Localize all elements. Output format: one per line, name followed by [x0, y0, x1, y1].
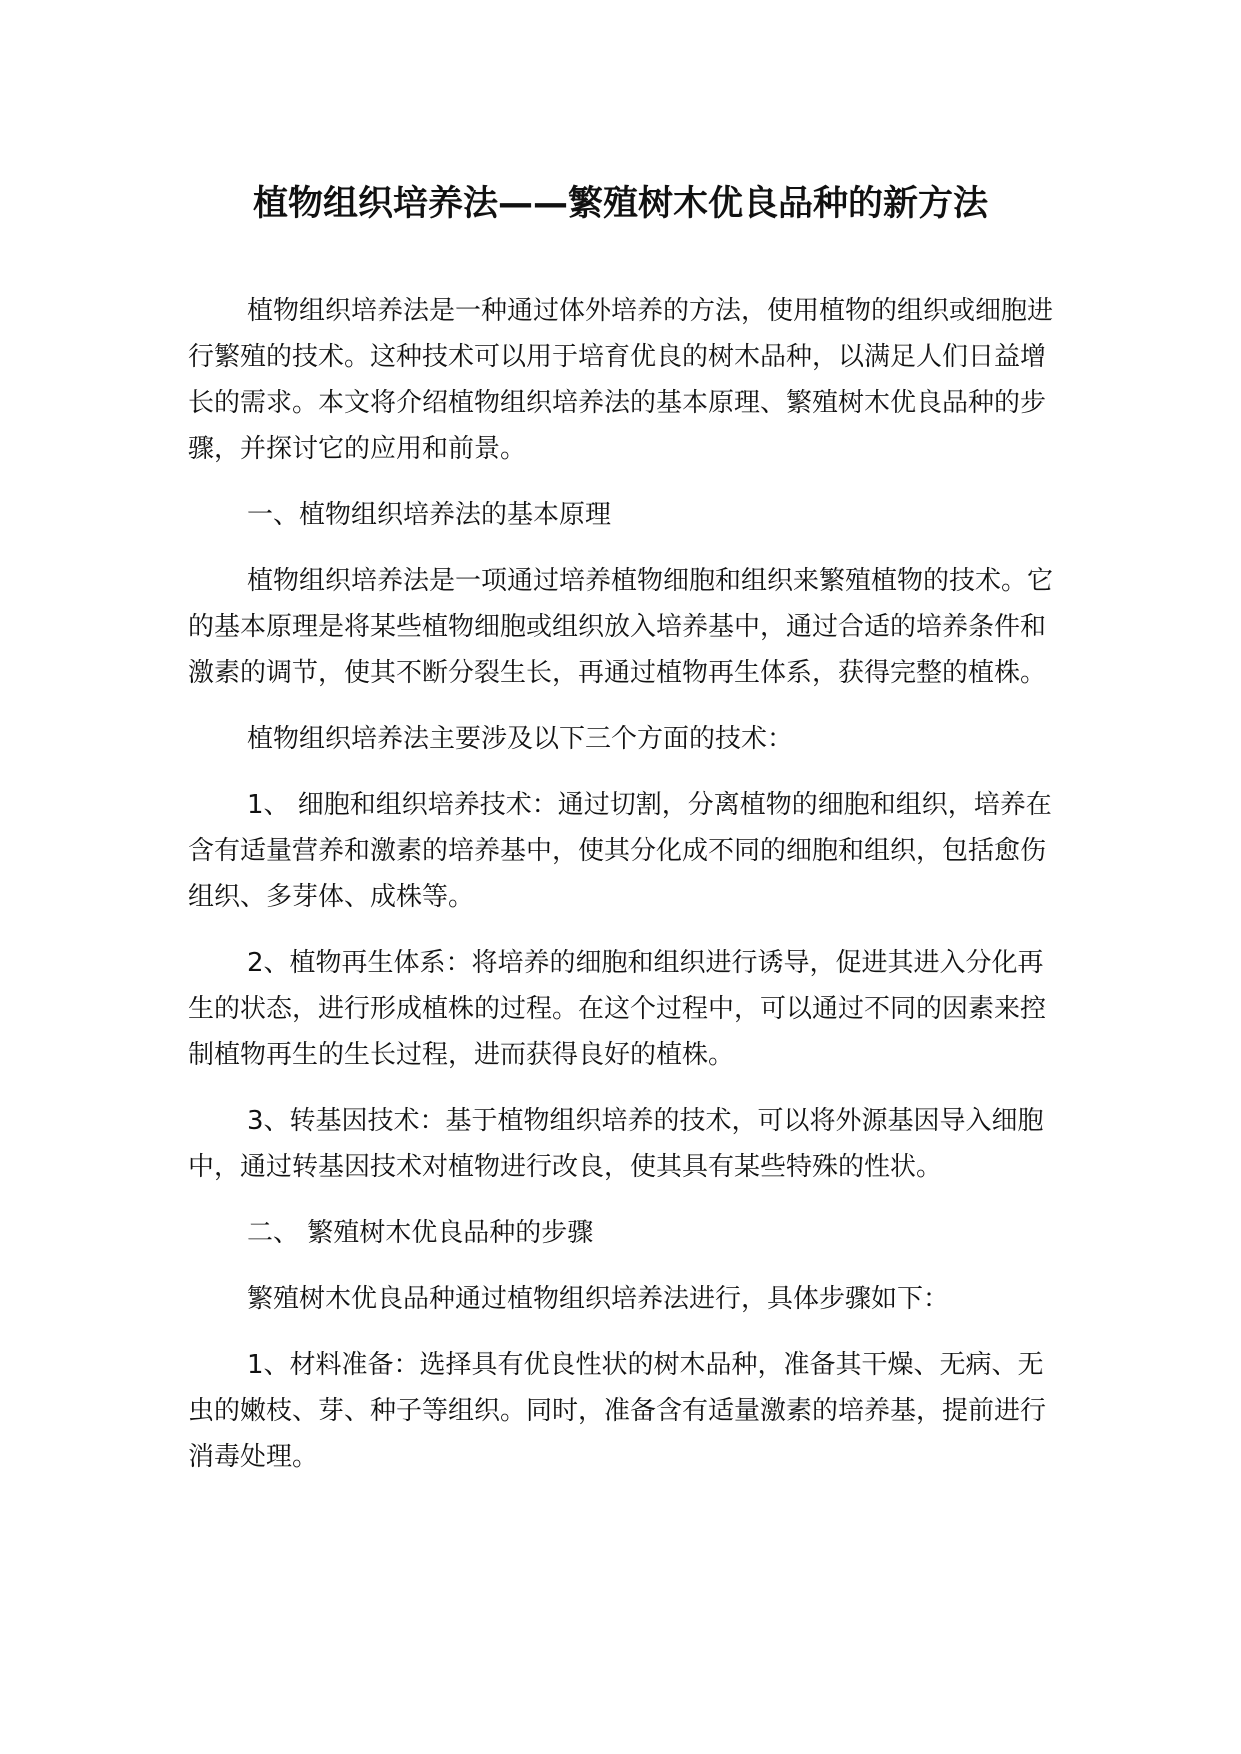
steps-intro-paragraph: 繁殖树木优良品种通过植物组织培养法进行，具体步骤如下：: [247, 1284, 950, 1314]
technique-item-2: 2、植物再生体系：将培养的细胞和组织进行诱导，促进其进入分化再生的状态，进行形成植株的过程。在这个过程中，可以通过不同的因素来控制植物再生的生长过程，进而获得良好的植株。: [188, 948, 1047, 1070]
document-body: [188, 288, 1068, 1500]
intro-paragraph: 植物组织培养法是一种通过体外培养的方法，使用植物的组织或细胞进行繁殖的技术。这种技术可以用于培育优良的树木品种，以满足人们日益增长的需求。本文将介绍植物组织培养法的基本原理、繁殖树木优良品种的步骤，并探讨它的应用和前景。: [188, 296, 1054, 464]
section-heading-2: 二、 繁殖树木优良品种的步骤: [247, 1218, 594, 1248]
document-title: 植物组织培养法——繁殖树木优良品种的新方法: [252, 184, 988, 224]
technique-item-1: 1、 细胞和组织培养技术：通过切割，分离植物的细胞和组织，培养在含有适量营养和激素的培养基中，使其分化成不同的细胞和组织，包括愈伤组织、多芽体、成株等。: [188, 790, 1052, 912]
techniques-intro-paragraph: 植物组织培养法主要涉及以下三个方面的技术：: [247, 724, 794, 754]
section-heading-1: 一、植物组织培养法的基本原理: [247, 500, 612, 530]
step-item-1: 1、材料准备：选择具有优良性状的树木品种，准备其干燥、无病、无虫的嫩枝、芽、种子等组织。同时，准备含有适量激素的培养基，提前进行消毒处理。: [188, 1350, 1047, 1472]
principle-paragraph: 植物组织培养法是一项通过培养植物细胞和组织来繁殖植物的技术。它的基本原理是将某些植物细胞或组织放入培养基中，通过合适的培养条件和激素的调节，使其不断分裂生长，再通过植物再生体系，获得完整的植株。: [188, 566, 1054, 688]
technique-item-3: 3、转基因技术：基于植物组织培养的技术，可以将外源基因导入细胞中，通过转基因技术对植物进行改良，使其具有某些特殊的性状。: [188, 1106, 1044, 1182]
